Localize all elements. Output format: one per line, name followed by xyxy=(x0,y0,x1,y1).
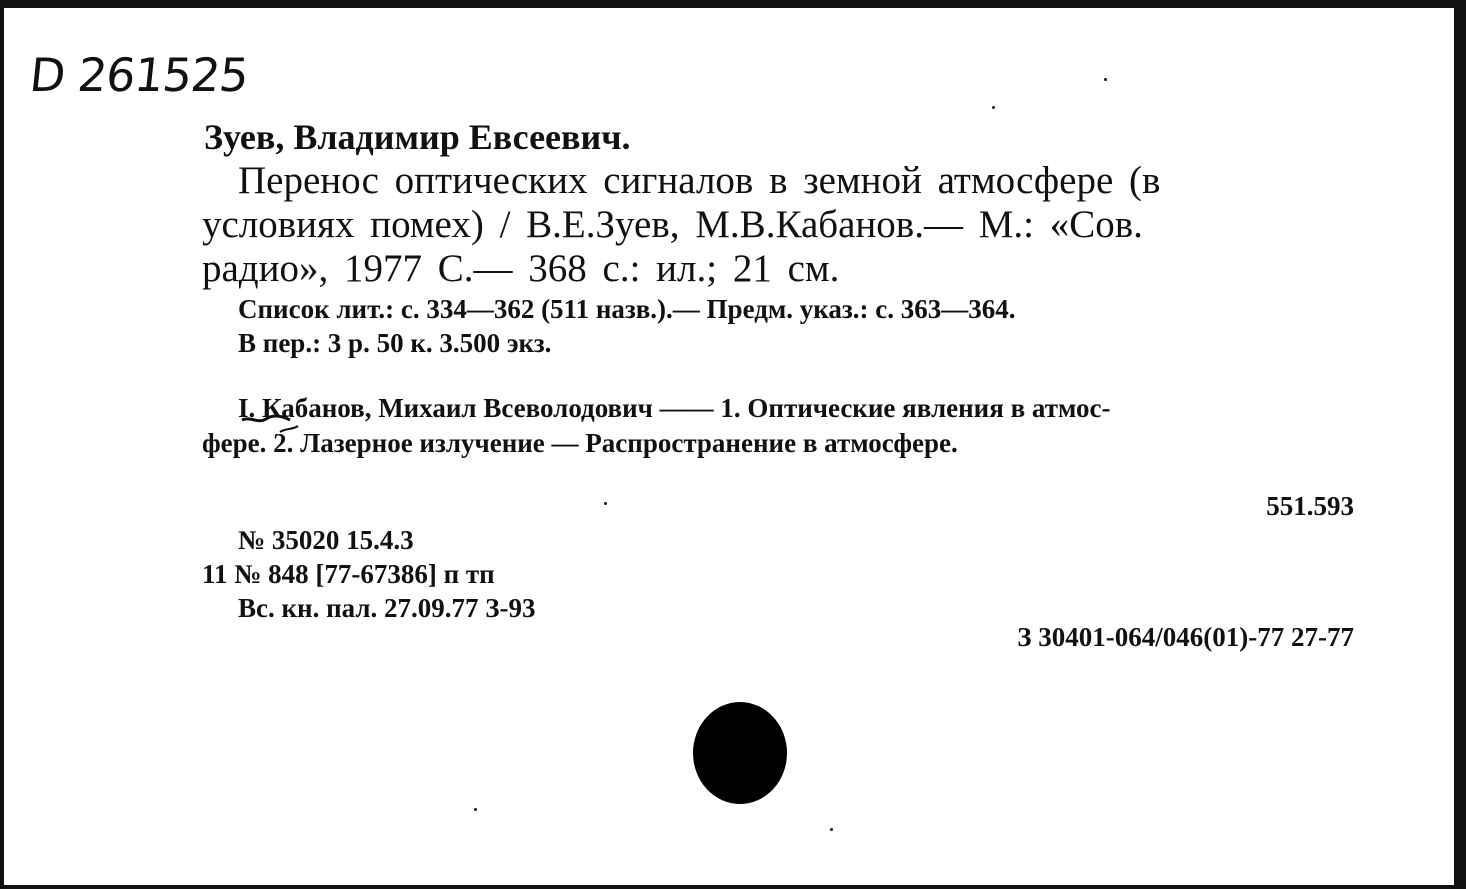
dust-speck xyxy=(992,106,995,109)
card-punch-hole xyxy=(693,702,787,804)
dust-speck xyxy=(474,808,477,811)
udc-classification: 551.593 xyxy=(1266,491,1354,521)
title-line-2: условиях помех) / В.Е.Зуев, М.В.Кабанов.— М.: «Сов. xyxy=(202,203,1143,246)
publisher-code: З 30401-064/046(01)-77 27-77 xyxy=(1017,622,1354,652)
binding-price-note: В пер.: 3 р. 50 к. 3.500 экз. xyxy=(238,328,552,358)
dust-speck xyxy=(830,828,833,831)
tracings-line-1: I. Кабанов, Михаил Всеволодович —— 1. Оптические явления в атмос- xyxy=(238,393,1111,423)
author-heading: Зуев, Владимир Евсеевич. xyxy=(204,117,631,157)
tracings-line-2: фере. 2. Лазерное излучение — Распространение в атмосфере. xyxy=(202,428,958,458)
book-chamber-record: Вс. кн. пал. 27.09.77 З-93 xyxy=(238,593,536,623)
bibliography-note: Список лит.: с. 334—362 (511 назв.).— Предм. указ.: с. 363—364. xyxy=(238,294,1016,324)
underline-scribble-mark xyxy=(240,406,300,436)
handwritten-call-number: D 261525 xyxy=(27,48,251,102)
title-line-1: Перенос оптических сигналов в земной атмосфере (в xyxy=(238,159,1161,202)
title-line-3: радио», 1977 С.— 368 с.: ил.; 21 см. xyxy=(202,247,840,290)
dust-speck xyxy=(1104,78,1107,81)
dust-speck xyxy=(604,502,607,505)
order-number: 11 № 848 [77-67386] п тп xyxy=(202,559,495,589)
registration-number: № 35020 15.4.3 xyxy=(238,525,414,555)
